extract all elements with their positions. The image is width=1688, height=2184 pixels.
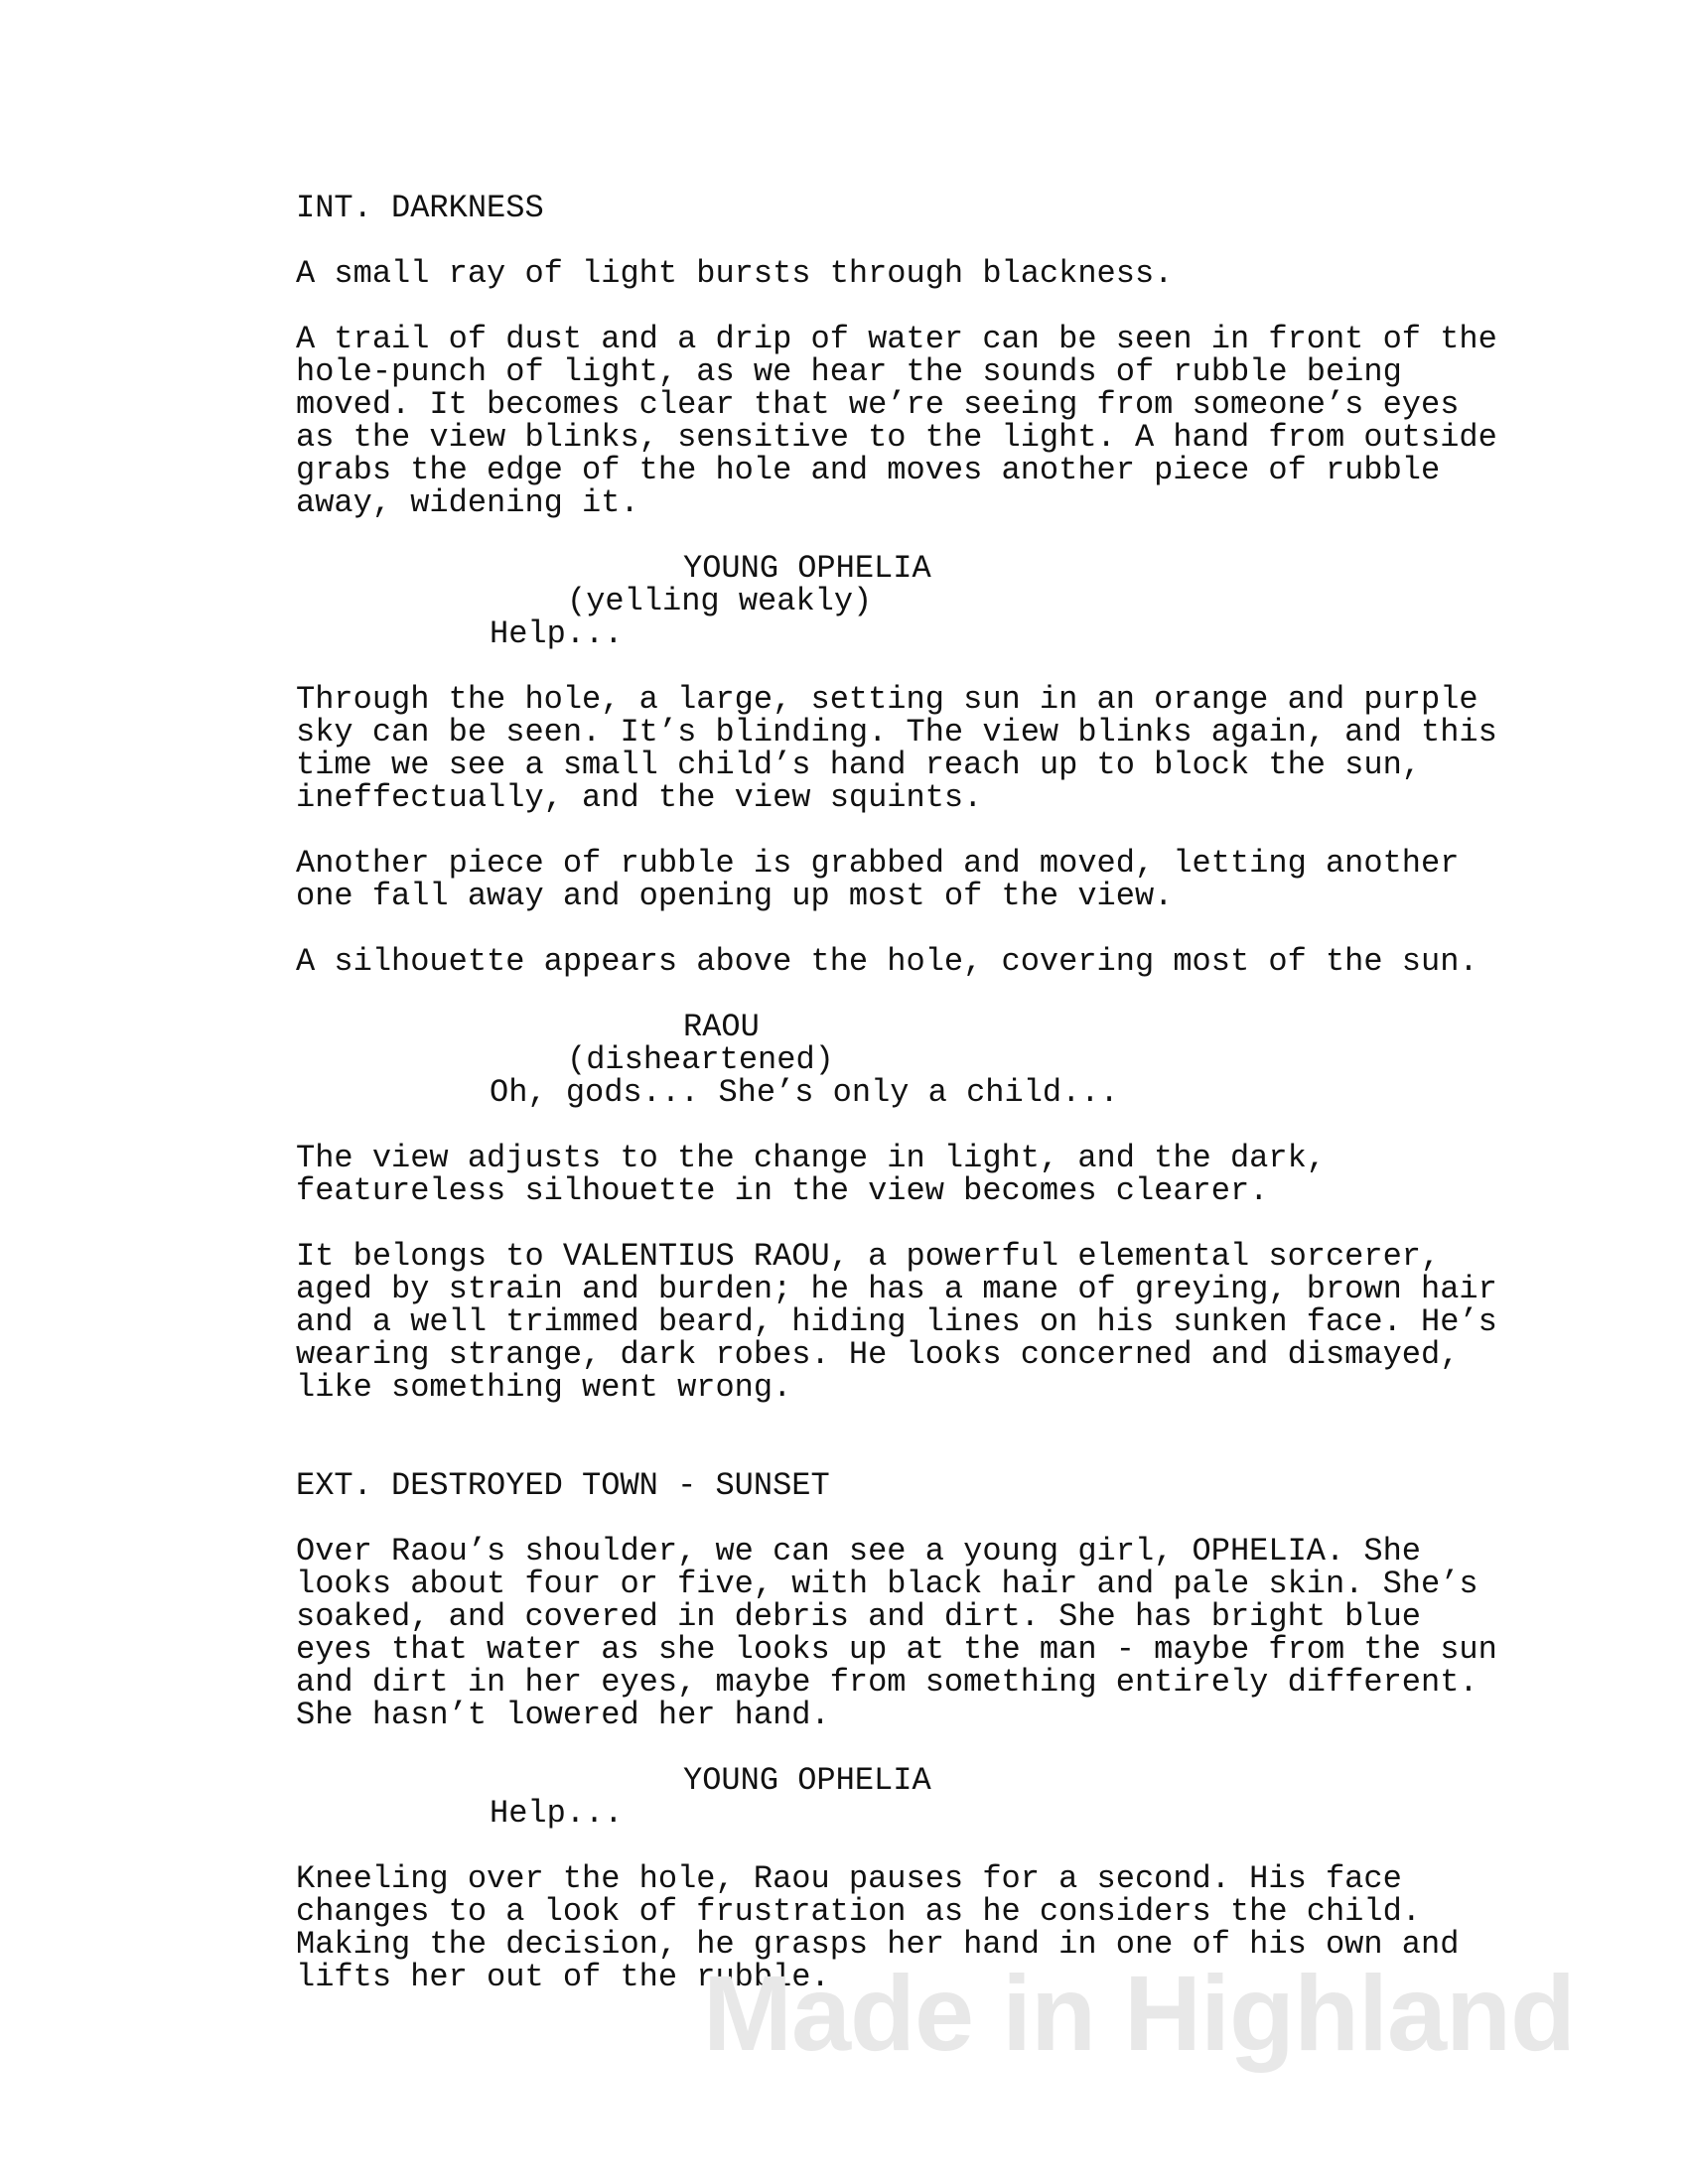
parenthetical: (yelling weakly) [567,583,873,619]
action-paragraph: Another piece of rubble is grabbed and moved, letting another one fall away and opening up most of the view. [296,845,1460,914]
action-line: A silhouette appears above the hole, covering most of the sun. [296,943,1478,980]
action-paragraph: A trail of dust and a drip of water can be seen in front of the hole-punch of light, as we hear the sounds of rubble being moved. It becomes clear that we’re seeing from someone’s eyes as the view blinks, sensitive to the light. A hand from outside grabs the edge of the hole and moves another piece of rubble away, widening it. [296,321,1497,521]
watermark: Made in Highland [703,1953,1576,2073]
action-paragraph: The view adjusts to the change in light, and the dark, featureless silhouette in the view becomes clearer. [296,1140,1326,1209]
character-name: YOUNG OPHELIA [683,550,931,587]
action-paragraph: Through the hole, a large, setting sun in an orange and purple sky can be seen. It’s blinding. The view blinks again, and this time we see a small child’s hand reach up to block the sun, ineffectually, and the view squints. [296,681,1497,816]
parenthetical: (disheartened) [567,1041,834,1078]
action-paragraph: Over Raou’s shoulder, we can see a young girl, OPHELIA. She looks about four or five, with black hair and pale skin. She’s soaked, and covered in debris and dirt. She has bright blue eyes that water as she looks up at the man - maybe from the sun and dirt in her eyes, maybe from something entirely different. She hasn’t lowered her hand. [296,1533,1497,1733]
dialogue: Help... [490,1795,624,1832]
dialogue: Help... [490,615,624,652]
dialogue: Oh, gods... She’s only a child... [490,1074,1119,1111]
action-line: A small ray of light bursts through blackness. [296,255,1174,292]
scene-heading: INT. DARKNESS [296,190,544,226]
character-name: YOUNG OPHELIA [683,1762,931,1799]
screenplay-body [296,192,1547,1993]
action-paragraph: It belongs to VALENTIUS RAOU, a powerful elemental sorcerer, aged by strain and burden; he has a mane of greying, brown hair and a well trimmed beard, hiding lines on his sunken face. He’s wearing strange, dark robes. He looks concerned and dismayed, like something went wrong. [296,1238,1497,1406]
action-paragraph: Kneeling over the hole, Raou pauses for a second. His face changes to a look of frustration as he considers the child. Making the decision, he grasps her hand in one of his own and lifts her out of the rubble. [296,1860,1460,1995]
character-name: RAOU [683,1009,760,1045]
scene-heading: EXT. DESTROYED TOWN - SUNSET [296,1467,830,1504]
